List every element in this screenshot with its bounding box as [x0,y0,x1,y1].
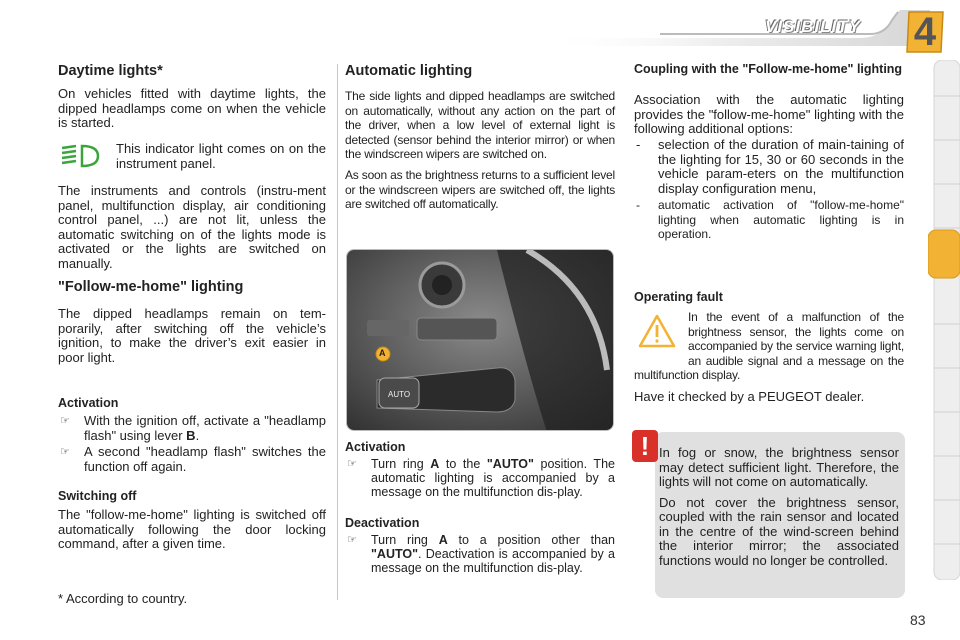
automatic-lighting-heading: Automatic lighting [345,63,473,79]
pointing-hand-icon: ☞ [347,534,357,546]
column-divider [337,64,338,600]
ring-a-label: A [379,348,386,358]
switching-off-text: The "follow-me-home" lighting is switched off automatically following the door locking command, after a given time. [58,507,326,551]
page-number: 83 [910,612,926,628]
auto-position-label: AUTO [388,390,411,399]
peugeot-dealer-text: Have it checked by a PEUGEOT dealer. [634,389,865,404]
activation-heading-center: Activation [345,440,406,454]
daytime-lights-text: On vehicles fitted with daytime lights, the dipped headlamps come on when the vehicle is started. [58,86,326,130]
pointing-hand-icon: ☞ [347,458,357,470]
coupling-text: Association with the automatic lighting provides the "follow-me-home" lighting with the following additional options: [634,92,904,136]
lighting-stalk-photo [346,249,614,431]
list-item: - selection of the duration of main-taining of the lighting for 15, 30 or 60 seconds in the vehicle param-eters on the multifunction display configuration menu, [636,137,904,196]
follow-me-home-text: The dipped headlamps remain on tem-porarily, after switching off the vehicle’s ignition, to make the driver’s exit easier in poor light. [58,306,326,365]
pointing-hand-icon: ☞ [60,446,70,458]
brightness-returns-text: As soon as the brightness returns to a sufficient level or the windscreen wipers are switched off, the lights are switched off automatically. [345,168,615,211]
daytime-lights-indicator-icon [58,142,102,170]
operating-fault-text: In the event of a malfunction of the brightness sensor, the lights come on accompanied by the service warning light, an audible signal and a message on the multifunction display. [634,310,904,382]
instruments-text: The instruments and controls (instru-ment panel, multifunction display, air conditioning control panel, ...) are not lit, unless the automatic switching on of the lights mode is activated or the lights are switched on manually. [58,183,326,271]
daytime-lights-heading: Daytime lights* [58,63,163,79]
page-title: VISIBILITY [765,17,861,36]
list-item: ☞ A second "headlamp flash" switches the function off again. [60,444,326,474]
chapter-tabs[interactable] [928,60,960,580]
chapter-number: 4 [913,10,937,54]
deactivation-heading: Deactivation [345,516,420,530]
deactivation-instruction: ☞ Turn ring A to a position other than "AUTO". Deactivation is accompanied by a message on the multifunction dis-play. [347,533,615,575]
activation-heading-left: Activation [58,396,119,410]
list-item: - automatic activation of "follow-me-home" lighting when automatic lighting is in operation. [636,198,904,241]
lever-label: B [186,427,196,443]
list-item: ☞ With the ignition off, activate a "headlamp flash" using lever B. [60,413,326,443]
exclamation-icon: ! [632,430,658,462]
footnote: * According to country. [58,591,188,606]
switching-off-heading: Switching off [58,489,137,503]
coupling-options-list [634,138,904,244]
operating-fault-heading: Operating fault [634,290,723,304]
fog-snow-warning-text: In fog or snow, the brightness sensor may detect sufficient light. Therefore, the lights will not come on automatically. [659,445,899,489]
coupling-heading: Coupling with the "Follow-me-home" lighting [634,62,903,76]
warning-box [655,432,905,598]
follow-me-home-heading: "Follow-me-home" lighting [58,279,244,295]
pointing-hand-icon: ☞ [60,415,70,427]
activation-instruction: ☞ Turn ring A to the "AUTO" position. The automatic lighting is accompanied by a message on the multifunction dis-play. [347,457,615,499]
sensor-cover-warning-text: Do not cover the brightness sensor, coupled with the rain sensor and located in the centre of the wind-screen behind the interior mirror; the associated functions would no longer be controlled. [659,494,899,568]
activation-list-left [58,414,326,476]
indicator-light-text: This indicator light comes on on the instrument panel. [116,141,326,171]
header-banner [540,8,930,46]
automatic-lighting-text: The side lights and dipped headlamps are switched on automatically, without any action on the part of the driver, when a low level of external light is detected (sensor behind the interior mirror) or when the windscreen wipers are switched on. [345,89,615,161]
